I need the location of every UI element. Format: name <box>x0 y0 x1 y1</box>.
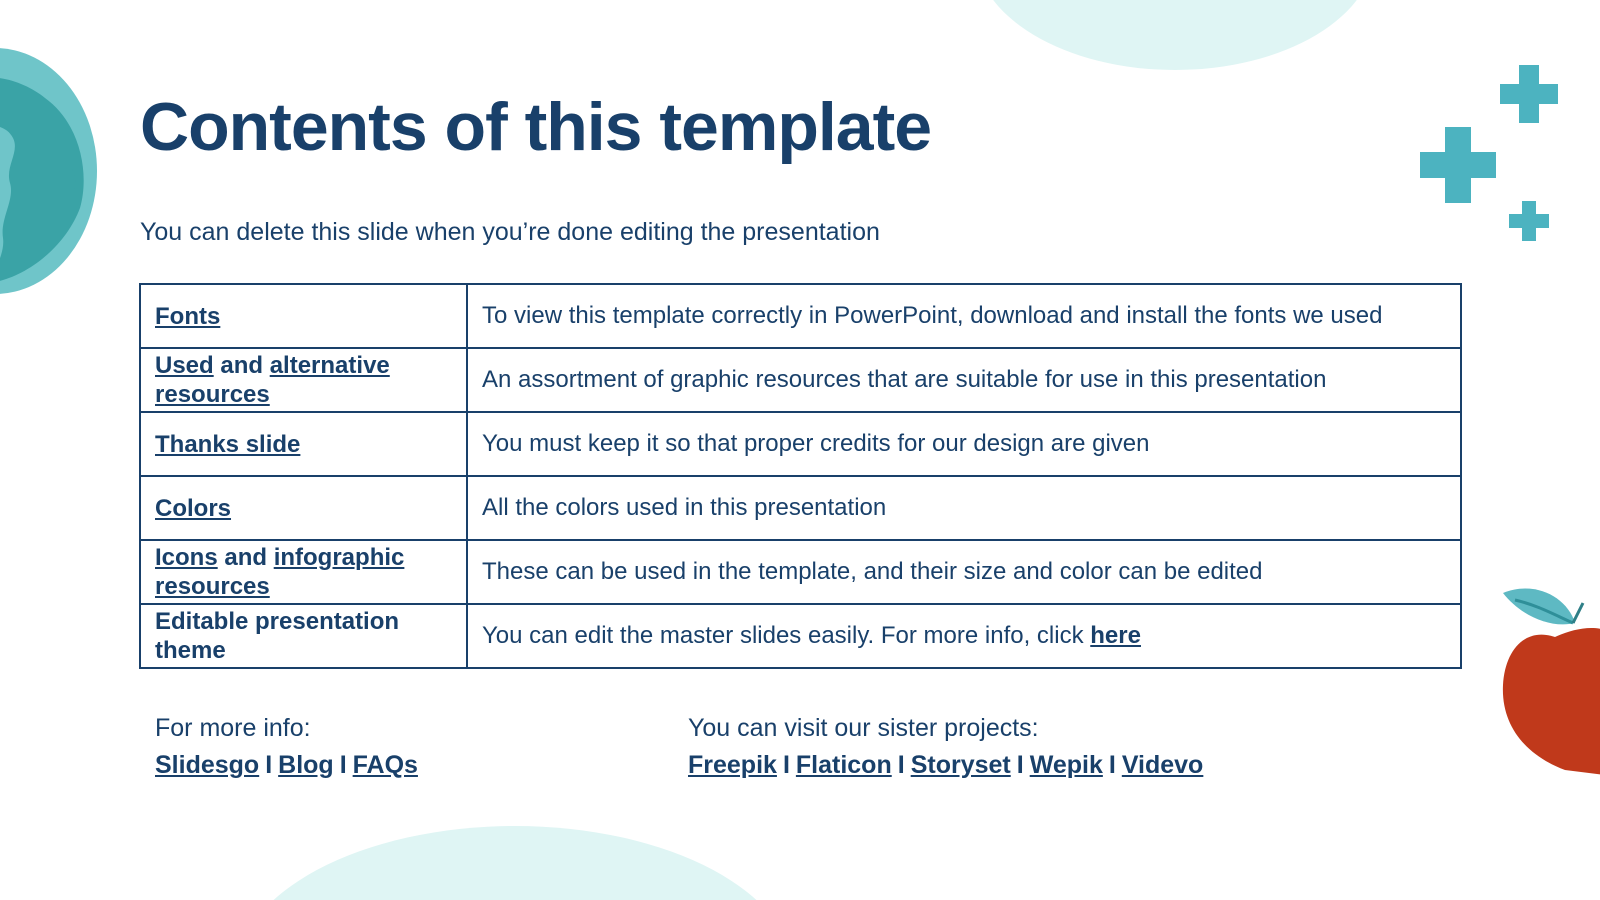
sister-storyset-link[interactable]: Storyset <box>910 751 1011 779</box>
sister-projects-section <box>688 714 1203 780</box>
row-description <box>467 412 1461 476</box>
table-row <box>140 476 1461 540</box>
resource-link[interactable]: Fonts <box>155 302 221 330</box>
link-separator: I <box>265 751 273 779</box>
sister-freepik-link[interactable]: Freepik <box>688 751 777 779</box>
table-row <box>140 604 1461 668</box>
apple-icon <box>1495 585 1600 785</box>
table-row <box>140 284 1461 348</box>
sister-projects-label: You can visit our sister projects: <box>688 714 1039 742</box>
more-info-faqs-link[interactable]: FAQs <box>352 751 418 779</box>
row-description <box>467 604 1461 668</box>
sister-projects-links <box>688 751 1203 780</box>
row-title <box>140 604 467 668</box>
row-title-text: and <box>213 352 270 379</box>
resource-link[interactable]: infographic resources <box>155 544 405 600</box>
row-title <box>140 348 467 412</box>
row-title-text: Editable presentation theme <box>155 608 400 664</box>
plus-icon <box>1500 65 1558 123</box>
sister-videvo-link[interactable]: Videvo <box>1121 751 1204 779</box>
more-info-links <box>155 751 418 780</box>
row-description-text: You must keep it so that proper credits for our design are given <box>482 430 1150 457</box>
row-description <box>467 540 1461 604</box>
page-subtitle: You can delete this slide when you’re done editing the presentation <box>140 218 880 246</box>
resource-link[interactable]: Icons <box>155 544 218 571</box>
page-title: Contents of this template <box>140 89 932 165</box>
row-title <box>140 412 467 476</box>
link-separator: I <box>897 751 905 779</box>
row-title-text: and <box>217 544 274 571</box>
row-description-text: To view this template correctly in PowerPoint, download and install the fonts we used <box>482 302 1383 329</box>
here-link[interactable]: here <box>1090 622 1141 649</box>
more-info-blog-link[interactable]: Blog <box>278 751 334 779</box>
row-description-text: These can be used in the template, and their size and color can be edited <box>482 558 1263 585</box>
more-info-label: For more info: <box>155 714 311 742</box>
plus-icon <box>1509 201 1549 241</box>
table-row <box>140 540 1461 604</box>
more-info-section <box>155 714 418 780</box>
link-separator: I <box>782 751 790 779</box>
sister-flaticon-link[interactable]: Flaticon <box>795 751 892 779</box>
row-title <box>140 284 467 348</box>
table-row <box>140 348 1461 412</box>
row-title <box>140 540 467 604</box>
sister-wepik-link[interactable]: Wepik <box>1029 751 1103 779</box>
plus-icon <box>1420 127 1496 203</box>
row-title <box>140 476 467 540</box>
row-description <box>467 284 1461 348</box>
row-description-text: You can edit the master slides easily. For more info, click <box>482 622 1091 649</box>
resource-link[interactable]: alternative resources <box>155 352 390 408</box>
row-description-text: An assortment of graphic resources that are suitable for use in this presentation <box>482 366 1327 393</box>
row-description <box>467 476 1461 540</box>
resource-link[interactable]: Thanks slide <box>155 430 301 458</box>
decorative-circle-bottom <box>235 826 795 900</box>
decorative-circle-top <box>975 0 1375 70</box>
globe-icon <box>0 48 100 298</box>
table-row <box>140 412 1461 476</box>
resource-link[interactable]: Colors <box>155 494 232 522</box>
more-info-slidesgo-link[interactable]: Slidesgo <box>155 751 260 779</box>
row-description <box>467 348 1461 412</box>
link-separator: I <box>339 751 347 779</box>
row-description-text: All the colors used in this presentation <box>482 494 887 521</box>
resource-link[interactable]: Used <box>155 352 214 379</box>
contents-table <box>139 283 1462 669</box>
link-separator: I <box>1016 751 1024 779</box>
link-separator: I <box>1108 751 1116 779</box>
